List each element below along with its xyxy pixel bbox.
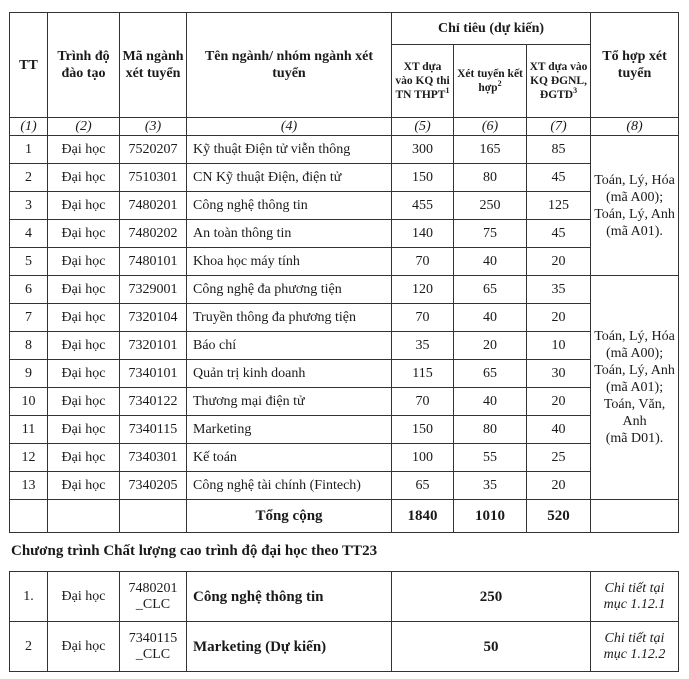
row-q1: 115: [392, 360, 454, 388]
header-name: Tên ngành/ nhóm ngành xét tuyển: [187, 13, 392, 118]
row-tt: 10: [10, 388, 48, 416]
row-code: 7320101: [120, 332, 187, 360]
clc-name-text: Marketing (Dự kiến): [193, 638, 327, 655]
row-q3: 20: [527, 248, 591, 276]
table-row: [10, 276, 679, 304]
row-name: Thương mại điện tử: [187, 388, 392, 416]
row-level: Đại học: [48, 416, 120, 444]
total-empty-cell: [10, 500, 48, 533]
row-q2: 40: [454, 304, 527, 332]
combo-line: Toán, Lý, Anh: [594, 363, 675, 378]
index-row: [10, 118, 679, 136]
table-row: [10, 136, 679, 164]
admission-quota-table: [9, 12, 679, 533]
row-name: Marketing: [187, 416, 392, 444]
header-q3: [527, 45, 591, 118]
header-q2: [454, 45, 527, 118]
header-level: Trình độ đào tạo: [48, 13, 120, 118]
header-tt: TT: [10, 13, 48, 118]
total-q1: 1840: [392, 500, 454, 533]
clc-tt-text: 1.: [23, 588, 34, 604]
clc-quota-text: 50: [483, 638, 499, 655]
row-q3: 35: [527, 276, 591, 304]
row-q3: 10: [527, 332, 591, 360]
row-q3: 30: [527, 360, 591, 388]
clc-quota: [392, 622, 591, 672]
row-level: Đại học: [48, 472, 120, 500]
row-name: CN Kỹ thuật Điện, điện tử: [187, 164, 392, 192]
table-row: [10, 248, 679, 276]
row-code: 7320104: [120, 304, 187, 332]
row-name: Công nghệ đa phương tiện: [187, 276, 392, 304]
row-tt: 8: [10, 332, 48, 360]
row-q1: 70: [392, 248, 454, 276]
row-name: Báo chí: [187, 332, 392, 360]
row-level: Đại học: [48, 248, 120, 276]
header-code: Mã ngành xét tuyển: [120, 13, 187, 118]
table-row: [10, 444, 679, 472]
clc-quota-text: 250: [479, 588, 503, 605]
index-cell: (3): [120, 118, 187, 136]
row-name: Kế toán: [187, 444, 392, 472]
row-code: 7340122: [120, 388, 187, 416]
index-cell: (5): [392, 118, 454, 136]
row-q2: 65: [454, 360, 527, 388]
row-q3: 20: [527, 304, 591, 332]
row-q3: 125: [527, 192, 591, 220]
row-q3: 45: [527, 164, 591, 192]
header-row-1: [10, 13, 679, 45]
row-q2: 55: [454, 444, 527, 472]
row-tt: 9: [10, 360, 48, 388]
combo-line: Toán, Văn, Anh: [603, 397, 666, 429]
row-tt: 12: [10, 444, 48, 472]
row-tt: 11: [10, 416, 48, 444]
row-q2: 40: [454, 248, 527, 276]
combo-line: Toán, Lý, Hóa: [594, 172, 675, 188]
row-code: 7520207: [120, 136, 187, 164]
row-name: Quản trị kinh doanh: [187, 360, 392, 388]
row-q1: 70: [392, 388, 454, 416]
combo-line: (mã A01);: [605, 380, 664, 395]
clc-code-line: _CLC: [135, 596, 171, 612]
header-q2-text: Xét tuyển kết hợp: [457, 68, 523, 94]
row-name: Khoa học máy tính: [187, 248, 392, 276]
clc-code-line: 7340115: [128, 630, 178, 646]
total-row: [10, 500, 679, 533]
row-level: Đại học: [48, 220, 120, 248]
table-row: [10, 416, 679, 444]
row-q3: 45: [527, 220, 591, 248]
clc-code: [120, 622, 187, 672]
total-empty-cell: [48, 500, 120, 533]
row-name: Truyền thông đa phương tiện: [187, 304, 392, 332]
row-code: 7340115: [120, 416, 187, 444]
row-tt: 6: [10, 276, 48, 304]
total-empty-cell: [591, 500, 679, 533]
combo-line: Toán, Lý, Anh: [594, 206, 675, 222]
index-cell: (1): [10, 118, 48, 136]
row-level: Đại học: [48, 444, 120, 472]
header-q1-text: XT dựa vào KQ thi TN THPT: [395, 61, 450, 101]
clc-level: [48, 572, 120, 622]
row-q2: 65: [454, 276, 527, 304]
clc-level-text: Đại học: [61, 638, 106, 654]
row-tt: 13: [10, 472, 48, 500]
row-level: Đại học: [48, 304, 120, 332]
row-code: 7480202: [120, 220, 187, 248]
row-level: Đại học: [48, 136, 120, 164]
index-cell: (7): [527, 118, 591, 136]
row-code: 7510301: [120, 164, 187, 192]
row-q3: 25: [527, 444, 591, 472]
clc-detail-line: mục 1.12.2: [603, 646, 666, 662]
row-q1: 140: [392, 220, 454, 248]
row-code: 7480101: [120, 248, 187, 276]
combo-group-2: [591, 276, 679, 500]
row-q1: 150: [392, 164, 454, 192]
combo-line: (mã A01).: [606, 223, 663, 239]
section-title: Chương trình Chất lượng cao trình độ đại học theo TT23: [11, 543, 378, 559]
total-empty-cell: [120, 500, 187, 533]
row-level: Đại học: [48, 332, 120, 360]
row-q3: 20: [527, 472, 591, 500]
combo-line: (mã A00);: [605, 189, 664, 205]
header-q3-sup: 3: [573, 86, 578, 96]
combo-group-1: [591, 136, 679, 276]
header-q1: [392, 45, 454, 118]
row-q1: 455: [392, 192, 454, 220]
row-name: An toàn thông tin: [187, 220, 392, 248]
row-level: Đại học: [48, 388, 120, 416]
table-row: [10, 332, 679, 360]
index-cell: (8): [591, 118, 679, 136]
clc-code-line: _CLC: [135, 646, 171, 662]
row-tt: 7: [10, 304, 48, 332]
header-combo: Tổ hợp xét tuyển: [591, 13, 679, 118]
table-row: [10, 360, 679, 388]
row-q1: 300: [392, 136, 454, 164]
row-level: Đại học: [48, 192, 120, 220]
clc-level-text: Đại học: [61, 588, 106, 604]
row-level: Đại học: [48, 360, 120, 388]
total-label: Tổng cộng: [187, 500, 392, 533]
header-quota: Chỉ tiêu (dự kiến): [392, 13, 591, 45]
table-body: [10, 136, 679, 500]
row-tt: 3: [10, 192, 48, 220]
clc-quota: [392, 572, 591, 622]
row-q1: 150: [392, 416, 454, 444]
clc-row: [10, 622, 679, 672]
total-q3: 520: [527, 500, 591, 533]
index-cell: (6): [454, 118, 527, 136]
row-tt: 1: [10, 136, 48, 164]
row-level: Đại học: [48, 164, 120, 192]
clc-name: [187, 572, 392, 622]
clc-table-body: [10, 572, 679, 672]
high-quality-program-table: [9, 571, 679, 672]
clc-tt: [10, 572, 48, 622]
row-name: Công nghệ tài chính (Fintech): [187, 472, 392, 500]
row-code: 7480201: [120, 192, 187, 220]
combo-line: Toán, Lý, Hóa: [594, 329, 675, 344]
row-q2: 250: [454, 192, 527, 220]
row-name: Kỹ thuật Điện tử viễn thông: [187, 136, 392, 164]
clc-detail: [591, 622, 679, 672]
row-tt: 2: [10, 164, 48, 192]
row-q1: 100: [392, 444, 454, 472]
clc-detail-line: mục 1.12.1: [603, 596, 666, 612]
table-row: [10, 220, 679, 248]
row-code: 7340301: [120, 444, 187, 472]
clc-name-text: Công nghệ thông tin: [193, 588, 324, 605]
clc-name: [187, 622, 392, 672]
table-row: [10, 164, 679, 192]
total-q2: 1010: [454, 500, 527, 533]
combo-line: (mã D01).: [605, 431, 664, 446]
table-row: [10, 192, 679, 220]
row-tt: 4: [10, 220, 48, 248]
clc-detail: [591, 572, 679, 622]
row-code: 7340101: [120, 360, 187, 388]
row-q2: 80: [454, 164, 527, 192]
index-cell: (4): [187, 118, 392, 136]
row-q1: 120: [392, 276, 454, 304]
row-tt: 5: [10, 248, 48, 276]
row-q3: 85: [527, 136, 591, 164]
row-q1: 65: [392, 472, 454, 500]
row-q2: 165: [454, 136, 527, 164]
clc-code-line: 7480201: [128, 580, 178, 596]
table-row: [10, 472, 679, 500]
clc-tt-text: 2: [25, 638, 32, 654]
table-row: [10, 388, 679, 416]
row-q2: 20: [454, 332, 527, 360]
header-q3-text: XT dựa vào KQ ĐGNL, ĐGTD: [529, 61, 588, 101]
row-q3: 20: [527, 388, 591, 416]
header-q2-sup: 2: [497, 79, 502, 89]
clc-code: [120, 572, 187, 622]
header-q1-sup: 1: [445, 86, 450, 96]
row-level: Đại học: [48, 276, 120, 304]
combo-line: (mã A00);: [605, 346, 664, 361]
clc-row: [10, 572, 679, 622]
row-q1: 35: [392, 332, 454, 360]
row-q3: 40: [527, 416, 591, 444]
clc-level: [48, 622, 120, 672]
row-q2: 40: [454, 388, 527, 416]
table-row: [10, 304, 679, 332]
row-code: 7329001: [120, 276, 187, 304]
row-q2: 80: [454, 416, 527, 444]
clc-detail-line: Chi tiết tại: [604, 630, 665, 646]
row-q2: 35: [454, 472, 527, 500]
row-name: Công nghệ thông tin: [187, 192, 392, 220]
index-cell: (2): [48, 118, 120, 136]
row-q2: 75: [454, 220, 527, 248]
row-q1: 70: [392, 304, 454, 332]
clc-tt: [10, 622, 48, 672]
row-code: 7340205: [120, 472, 187, 500]
clc-detail-line: Chi tiết tại: [604, 580, 665, 596]
